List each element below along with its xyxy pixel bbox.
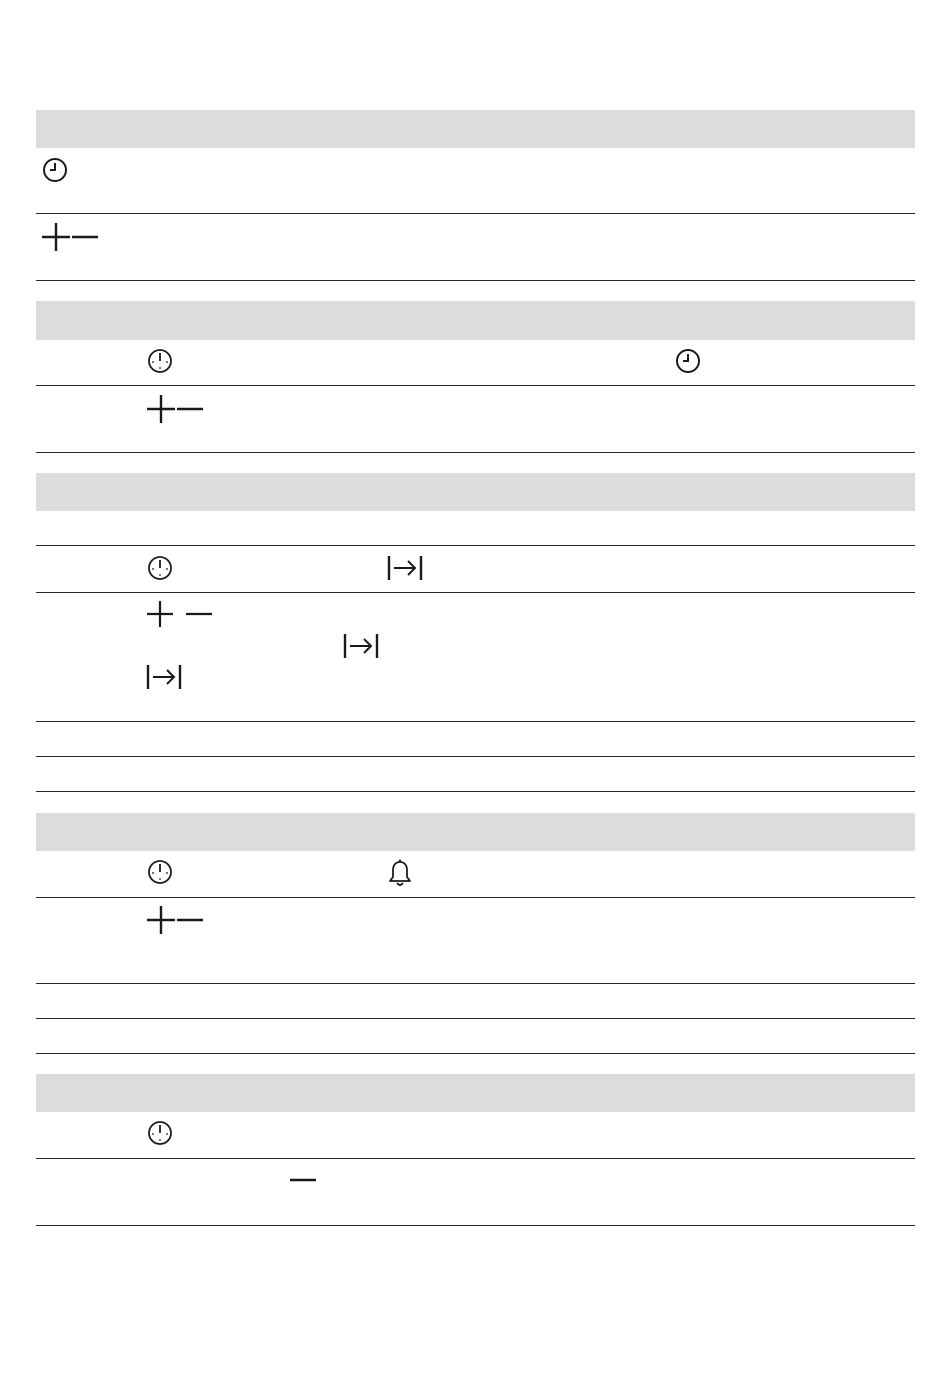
- section-3-header: [36, 473, 915, 511]
- duration-arrow-icon: [387, 555, 423, 581]
- minus-icon: [186, 601, 212, 627]
- row-divider: [36, 1053, 915, 1054]
- row-divider: [36, 280, 915, 281]
- row-divider: [36, 756, 915, 757]
- plus-icon: [147, 601, 173, 627]
- section-1-header: [36, 110, 915, 148]
- section-4-header: [36, 813, 915, 851]
- timer-dial-icon: [147, 1120, 173, 1146]
- row-divider: [36, 452, 915, 453]
- row-divider: [36, 545, 915, 546]
- minus-icon: [290, 1167, 316, 1193]
- minus-icon: [177, 395, 203, 423]
- row-divider: [36, 1018, 915, 1019]
- row-divider: [36, 385, 915, 386]
- duration-arrow-icon: [146, 664, 182, 690]
- section-5-header: [36, 1074, 915, 1112]
- plus-icon: [42, 223, 70, 251]
- row-divider: [36, 1225, 915, 1226]
- clock-icon: [42, 157, 68, 183]
- plus-icon: [147, 395, 175, 423]
- row-divider: [36, 721, 915, 722]
- row-divider: [36, 897, 915, 898]
- bell-icon: [388, 859, 412, 887]
- clock-icon: [675, 348, 701, 374]
- plus-icon: [147, 906, 175, 934]
- duration-arrow-icon: [343, 633, 379, 659]
- row-divider: [36, 592, 915, 593]
- row-divider: [36, 791, 915, 792]
- timer-dial-icon: [147, 555, 173, 581]
- timer-dial-icon: [147, 859, 173, 885]
- row-divider: [36, 983, 915, 984]
- minus-icon: [177, 906, 203, 934]
- row-divider: [36, 1158, 915, 1159]
- row-divider: [36, 213, 915, 214]
- minus-icon: [72, 223, 98, 251]
- timer-dial-icon: [147, 348, 173, 374]
- section-2-header: [36, 301, 915, 340]
